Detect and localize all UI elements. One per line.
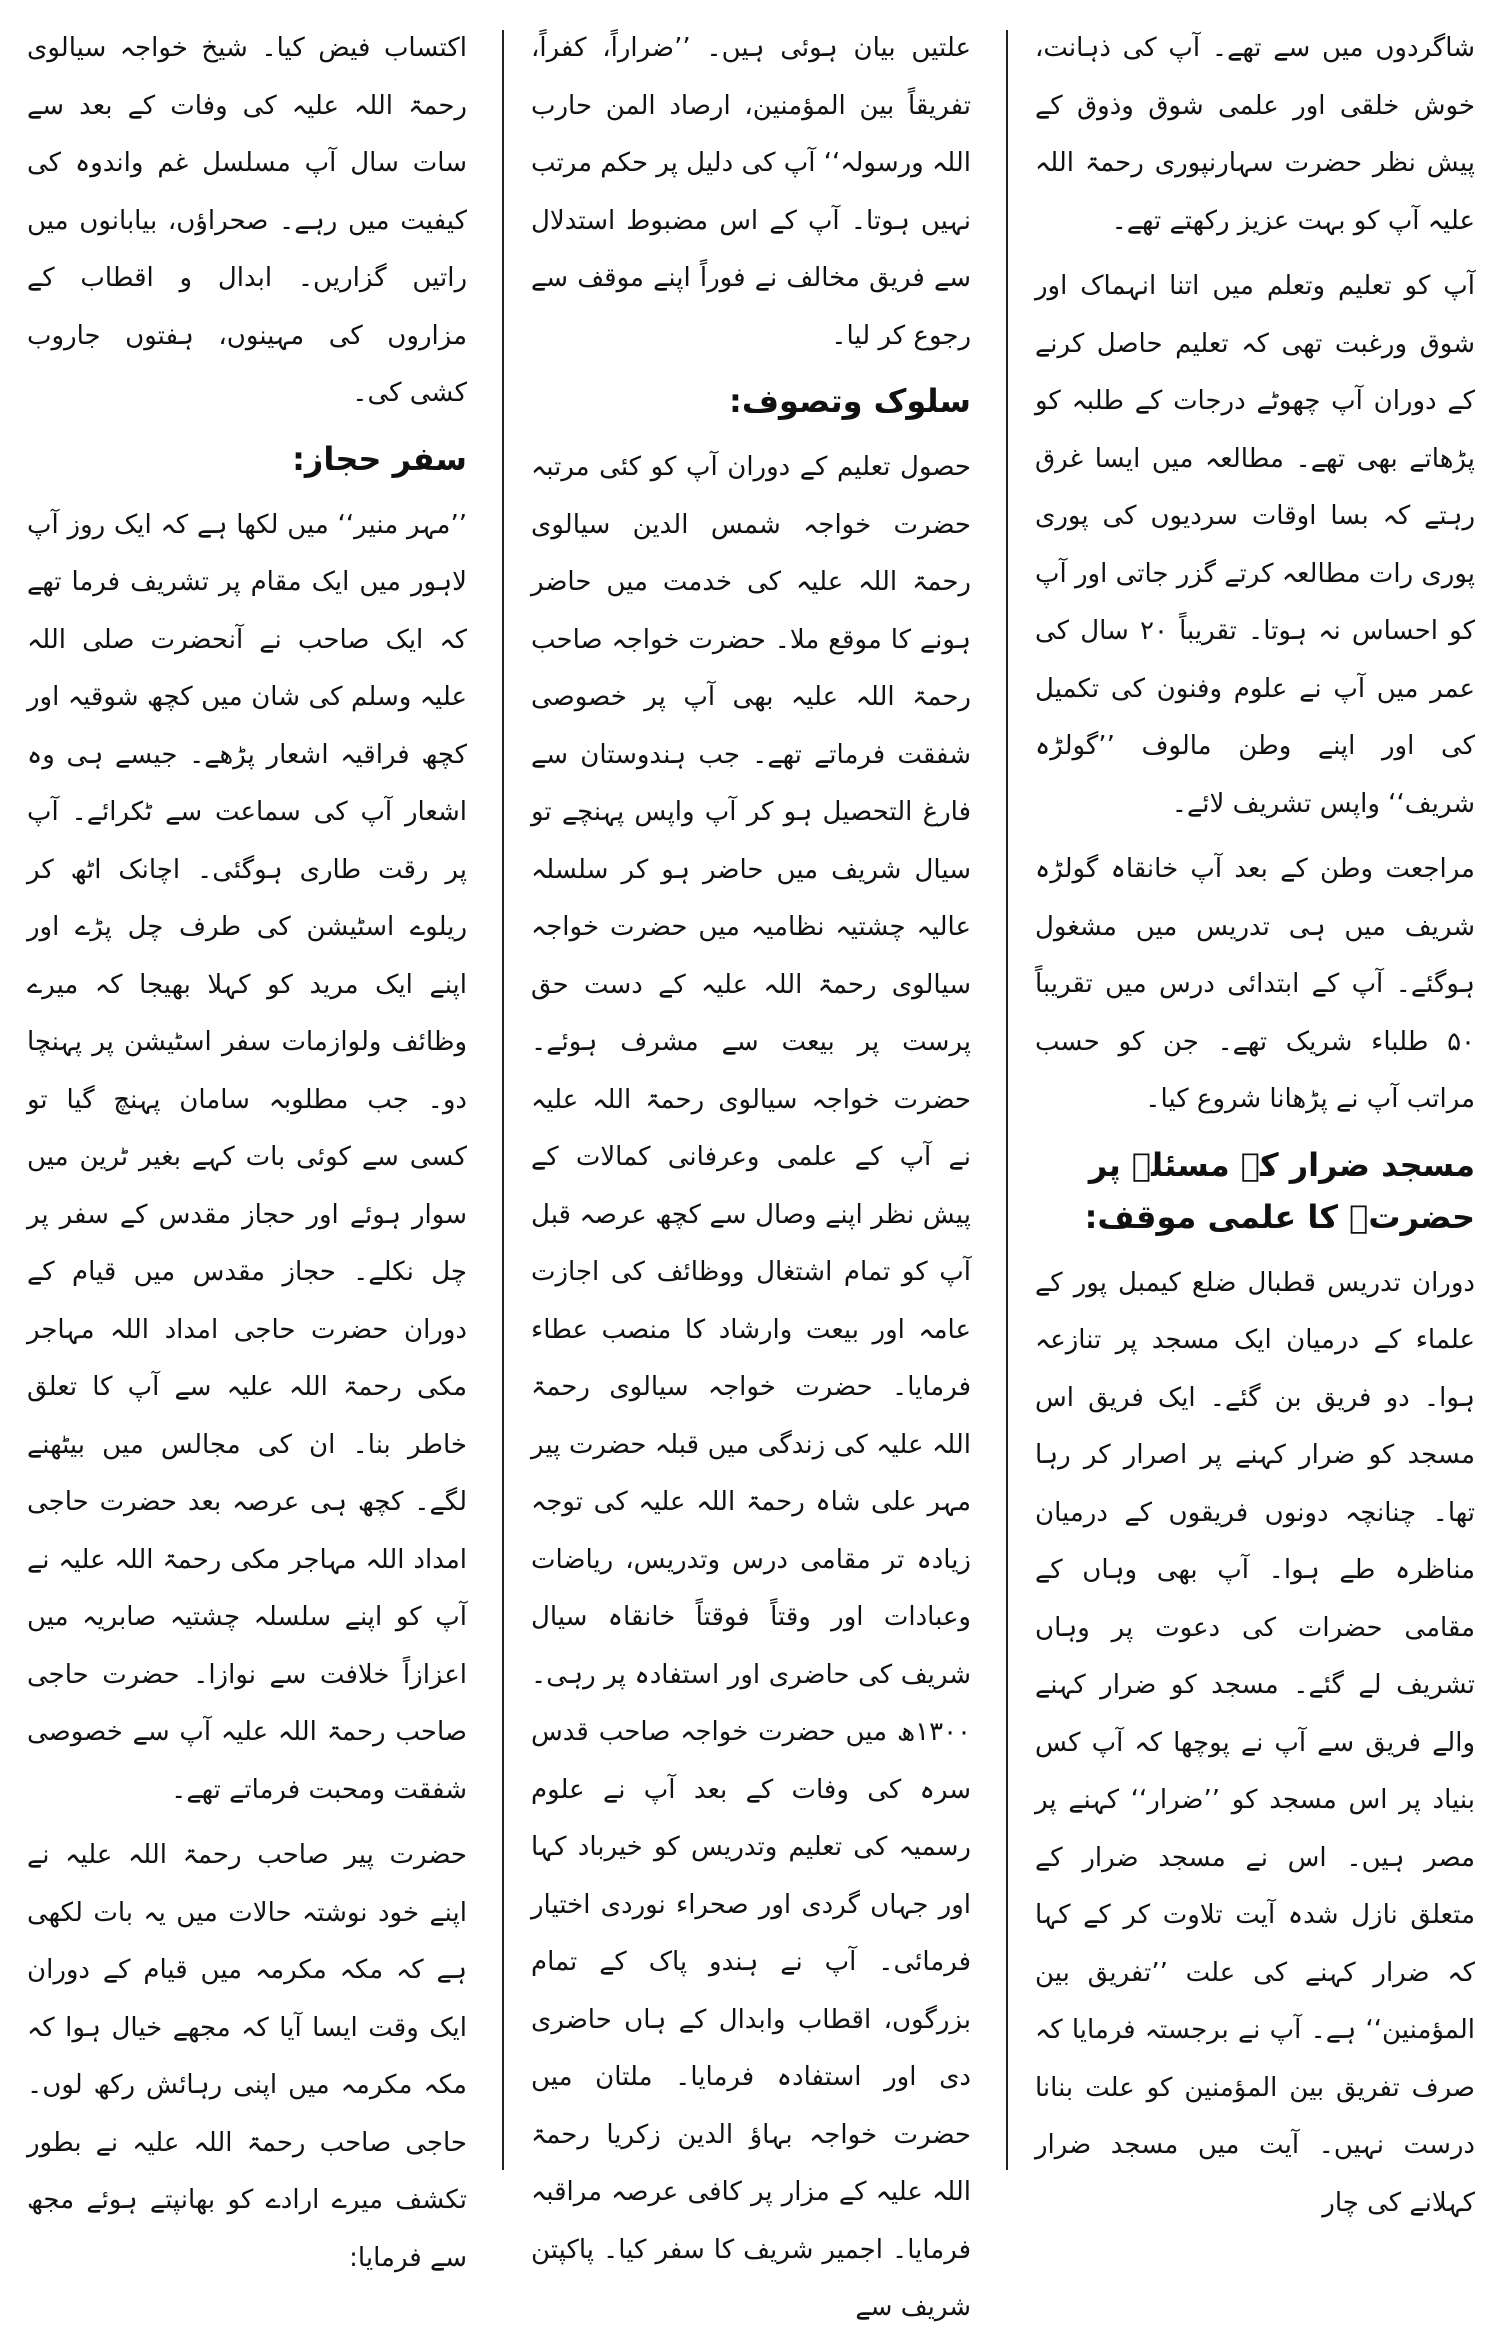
column-divider <box>1006 30 1008 2170</box>
section-heading: سفر حجاز: <box>292 439 467 478</box>
section-heading: مسجد ضرار کے مسئلہ پر حضرتؒ کا علمی موقف: <box>1084 1145 1475 1236</box>
section-heading: سلوک وتصوف: <box>729 382 971 420</box>
paragraph: علتیں بیان ہوئی ہیں۔ ’’ضراراً، کفراً، تفریقاً بین المؤمنین، ارصاد المن حارب اللہ ورسولہ‘‘ آپ کی دلیل پر حکم مرتب نہیں ہوتا۔ آپ کے اس مضبوط استدلال سے فریق مخالف نے فوراً اپنے موقف سے رجوع کر لیا۔ <box>531 33 971 351</box>
paragraph: حصول تعلیم کے دوران آپ کو کئی مرتبہ حضرت خواجہ شمس الدین سیالوی رحمۃ اللہ علیہ کی خدمت میں حاضر ہونے کا موقع ملا۔ حضرت خواجہ صاحب رحمۃ اللہ علیہ بھی آپ پر خصوصی شفقت فرماتے تھے۔ جب ہندوستان سے فارغ التحصیل ہو کر آپ واپس پہنچے تو سیال شریف میں حاضر ہو کر سلسلہ عالیہ چشتیہ نظامیہ میں حضرت خواجہ سیالوی رحمۃ اللہ علیہ کے دست حق پرست پر بیعت سے مشرف ہوئے۔ حضرت خواجہ سیالوی رحمۃ اللہ علیہ نے آپ کے علمی وعرفانی کمالات کے پیش نظر اپنے وصال سے کچھ عرصہ قبل آپ کو تمام اشتغال ووظائف کی اجازت عامہ اور بیعت وارشاد کا منصب عطاء فرمایا۔ حضرت خواجہ سیالوی رحمۃ اللہ علیہ کی زندگی میں قبلہ حضرت پیر مہر علی شاہ رحمۃ اللہ علیہ کی توجہ زیادہ تر مقامی درس وتدریس، ریاضات وعبادات اور وقتاً فوقتاً خانقاہ سیال شریف کی حاضری اور استفادہ پر رہی۔ ۱۳۰۰ھ میں حضرت خواجہ صاحب قدس سرہ کی وفات کے بعد آپ نے علوم رسمیہ کی تعلیم وتدریس کو خیرباد کہا اور جہاں گردی اور صحراء نوردی اختیار فرمائی۔ آپ نے ہندو پاک کے تمام بزرگوں، اقطاب وابدال کے ہاں حاضری دی اور استفادہ فرمایا۔ ملتان میں حضرت خواجہ بہاؤ الدین زکریا رحمۃ اللہ علیہ کے مزار پر کافی عرصہ مراقبہ فرمایا۔ اجمیر شریف کا سفر کیا۔ پاکپتن شریف سے <box>531 452 971 2322</box>
paragraph: ’’مہر منیر‘‘ میں لکھا ہے کہ ایک روز آپ لاہور میں ایک مقام پر تشریف فرما تھے کہ ایک صاحب نے آنحضرت صلی اللہ علیہ وسلم کی شان میں کچھ شوقیہ اور کچھ فراقیہ اشعار پڑھے۔ جیسے ہی وہ اشعار آپ کی سماعت سے ٹکرائے۔ آپ پر رقت طاری ہوگئی۔ اچانک اٹھ کر ریلوے اسٹیشن کی طرف چل پڑے اور اپنے ایک مرید کو کہلا بھیجا کہ میرے وظائف ولوازمات سفر اسٹیشن پر پہنچا دو۔ جب مطلوبہ سامان پہنچ گیا تو کسی سے کوئی بات کہے بغیر ٹرین میں سوار ہوئے اور حجاز مقدس کے سفر پر چل نکلے۔ حجاز مقدس میں قیام کے دوران حضرت حاجی امداد اللہ مہاجر مکی رحمۃ اللہ علیہ سے آپ کا تعلق خاطر بنا۔ ان کی مجالس میں بیٹھنے لگے۔ کچھ ہی عرصہ بعد حضرت حاجی امداد اللہ مہاجر مکی رحمۃ اللہ علیہ نے آپ کو اپنے سلسلہ چشتیہ صابریہ میں اعزازاً خلافت سے نوازا۔ حضرت حاجی صاحب رحمۃ اللہ علیہ آپ سے خصوصی شفقت ومحبت فرماتے تھے۔ <box>27 509 467 1805</box>
column-divider <box>502 30 504 2170</box>
paragraph: مراجعت وطن کے بعد آپ خانقاہ گولڑہ شریف میں ہی تدریس میں مشغول ہوگئے۔ آپ کے ابتدائی درس میں تقریباً ۵۰ طلباء شریک تھے۔ جن کو حسب مراتب آپ نے پڑھانا شروع کیا۔ <box>1035 854 1475 1114</box>
paragraph: دوران تدریس قطبال ضلع کیمبل پور کے علماء کے درمیان ایک مسجد پر تنازعہ ہوا۔ دو فریق بن گئے۔ ایک فریق اس مسجد کو ضرار کہنے پر اصرار کر رہا تھا۔ چنانچہ دونوں فریقوں کے درمیان مناظرہ طے ہوا۔ آپ بھی وہاں کے مقامی حضرات کی دعوت پر وہاں تشریف لے گئے۔ مسجد کو ضرار کہنے والے فریق سے آپ نے پوچھا کہ آپ کس بنیاد پر اس مسجد کو ’’ضرار‘‘ کہنے پر مصر ہیں۔ اس نے مسجد ضرار کے متعلق نازل شدہ آیت تلاوت کر کے کہا کہ ضرار کہنے کی علت ’’تفریق بین المؤمنین‘‘ ہے۔ آپ نے برجستہ فرمایا کہ صرف تفریق بین المؤمنین کو علت بنانا درست نہیں۔ آیت میں مسجد ضرار کہلانے کی چار <box>1035 1267 1475 2218</box>
column-middle <box>531 20 971 2322</box>
column-right <box>1035 20 1475 2218</box>
paragraph: آپ کو تعلیم وتعلم میں اتنا انہماک اور شوق ورغبت تھی کہ تعلیم حاصل کرنے کے دوران آپ چھوٹے درجات کے طلبہ کو پڑھاتے بھی تھے۔ مطالعہ میں ایسا غرق رہتے کہ بسا اوقات سردیوں کی پوری پوری رات مطالعہ کرتے گزر جاتی اور آپ کو احساس نہ ہوتا۔ تقریباً ۲۰ سال کی عمر میں آپ نے علوم وفنون کی تکمیل کی اور اپنے وطن مالوف ’’گولڑہ شریف‘‘ واپس تشریف لائے۔ <box>1035 271 1475 819</box>
paragraph: اکتساب فیض کیا۔ شیخ خواجہ سیالوی رحمۃ اللہ علیہ کی وفات کے بعد سے سات سال آپ مسلسل غم واندوہ کی کیفیت میں رہے۔ صحراؤں، بیابانوں میں راتیں گزاریں۔ ابدال و اقطاب کے مزاروں کی مہینوں، ہفتوں جاروب کشی کی۔ <box>27 33 467 408</box>
paragraph: شاگردوں میں سے تھے۔ آپ کی ذہانت، خوش خلقی اور علمی شوق وذوق کے پیش نظر حضرت سہارنپوری رحمۃ اللہ علیہ آپ کو بہت عزیز رکھتے تھے۔ <box>1035 33 1475 236</box>
paragraph: حضرت پیر صاحب رحمۃ اللہ علیہ نے اپنے خود نوشتہ حالات میں یہ بات لکھی ہے کہ مکہ مکرمہ میں قیام کے دوران ایک وقت ایسا آیا کہ مجھے خیال ہوا کہ مکہ مکرمہ میں اپنی رہائش رکھ لوں۔ حاجی صاحب رحمۃ اللہ علیہ نے بطور تکشف میرے ارادے کو بھانپتے ہوئے مجھ سے فرمایا: <box>27 1840 467 2273</box>
column-left <box>27 20 467 2273</box>
